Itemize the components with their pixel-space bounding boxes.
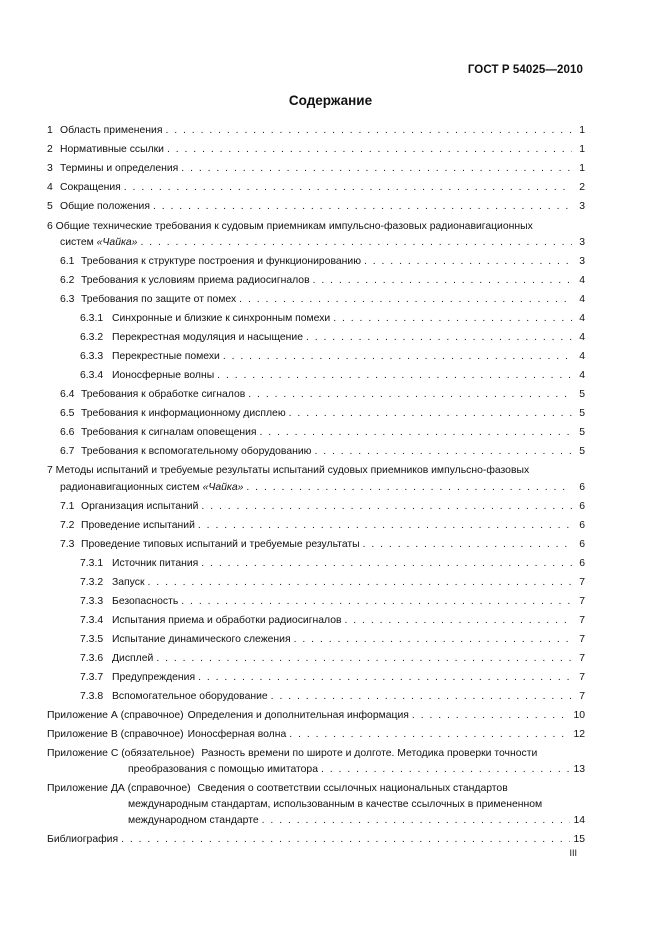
toc-page: 7 [579, 577, 585, 588]
dot-leader [294, 631, 572, 648]
dot-leader [262, 812, 571, 829]
toc-entry-6-3[interactable] [60, 291, 585, 308]
toc-number: 7 [47, 465, 53, 476]
dot-leader [345, 612, 573, 629]
dot-leader [223, 348, 572, 365]
toc-page: 7 [579, 691, 585, 702]
dot-leader [124, 179, 572, 196]
toc-number: 7.3.2 [80, 577, 104, 588]
toc-page: 7 [579, 615, 585, 626]
toc-page: 3 [579, 237, 585, 248]
toc-page: 7 [579, 634, 585, 645]
toc-title-continued: систем «Чайка» [60, 237, 138, 248]
toc-title: Синхронные и близкие к синхронным помехи [112, 313, 331, 324]
toc-page: 6 [579, 482, 585, 493]
dot-leader [201, 498, 572, 515]
toc-number: 7.3.8 [80, 691, 104, 702]
dot-leader [306, 329, 572, 346]
toc-appendix-da[interactable] [128, 812, 585, 829]
toc-title: Требования к условиям приема радиосигналов [81, 275, 310, 286]
dot-leader [201, 555, 572, 572]
toc-title-continued: международным стандартам, использованным в качестве ссылочных в примененном [128, 799, 543, 810]
toc-entry-7-3-2[interactable] [80, 574, 585, 591]
toc-page: 7 [579, 672, 585, 683]
toc-page: 5 [579, 389, 585, 400]
toc-appendix-da-line1[interactable] [47, 780, 585, 797]
toc-title: Требования по защите от помех [81, 294, 237, 305]
toc-number: 2 [47, 144, 53, 155]
toc-title: Область применения [60, 125, 163, 136]
toc-title: Проведение испытаний [81, 520, 195, 531]
toc-entry-6-2[interactable] [60, 272, 585, 289]
toc-page: 7 [579, 596, 585, 607]
toc-page: 5 [579, 408, 585, 419]
toc-entry-2[interactable] [47, 141, 585, 158]
dot-leader [246, 479, 572, 496]
toc-entry-5[interactable] [47, 198, 585, 215]
toc-entry-7-3-6[interactable] [80, 650, 585, 667]
dot-leader [156, 650, 572, 667]
toc-number: 6.7 [60, 446, 75, 457]
toc-entry-7-3-7[interactable] [80, 669, 585, 686]
toc-number: 6.3 [60, 294, 75, 305]
toc-number: 6.5 [60, 408, 75, 419]
toc-page: 4 [579, 351, 585, 362]
toc-number: 7.2 [60, 520, 75, 531]
toc-entry-6-6[interactable] [60, 424, 585, 441]
toc-page: 4 [579, 332, 585, 343]
dot-leader [363, 536, 572, 553]
toc-page: 4 [579, 370, 585, 381]
toc-entry-6-3-2[interactable] [80, 329, 585, 346]
page-number: III [569, 848, 577, 858]
toc-number: 7.3 [60, 539, 75, 550]
toc-entry-6[interactable] [60, 234, 585, 251]
toc-page: 4 [579, 275, 585, 286]
toc-title: Запуск [112, 577, 145, 588]
toc-title: Общие положения [60, 201, 150, 212]
toc-title: Испытание динамического слежения [112, 634, 291, 645]
toc-page: 1 [579, 163, 585, 174]
toc-bibliography[interactable] [47, 831, 585, 848]
toc-page: 6 [579, 539, 585, 550]
toc-page: 6 [579, 558, 585, 569]
toc-entry-6-4[interactable] [60, 386, 585, 403]
document-code-header: ГОСТ Р 54025—2010 [467, 64, 583, 76]
toc-title-continued: международном стандарте [128, 815, 259, 826]
toc-number: 5 [47, 201, 53, 212]
toc-title: Требования к информационному дисплею [81, 408, 286, 419]
toc-entry-7-3-8[interactable] [80, 688, 585, 705]
toc-entry-6-5[interactable] [60, 405, 585, 422]
page-title: Содержание [288, 93, 373, 108]
toc-title: Определения и дополнительная информация [187, 710, 409, 721]
toc-title: Требования к структуре построения и функционированию [81, 256, 361, 267]
appendix-label: Приложение С (обязательное) [47, 748, 195, 759]
dot-leader [313, 272, 572, 289]
toc-entry-7-3-1[interactable] [80, 555, 585, 572]
toc-page: 12 [573, 729, 585, 740]
dot-leader [364, 253, 572, 270]
toc-title: Требования к сигналам оповещения [81, 427, 257, 438]
dot-leader [198, 517, 572, 534]
toc-entry-7[interactable] [60, 479, 585, 496]
dot-leader [289, 726, 570, 743]
toc-appendix-da-line2 [128, 796, 585, 813]
toc-entry-6-1[interactable] [60, 253, 585, 270]
toc-number: 1 [47, 125, 53, 136]
toc-title: Безопасность [112, 596, 179, 607]
dot-leader [167, 141, 572, 158]
toc-page: 3 [579, 256, 585, 267]
toc-entry-3[interactable] [47, 160, 585, 177]
dot-leader [239, 291, 572, 308]
dot-leader [181, 160, 572, 177]
appendix-label: Приложение В (справочное) [47, 729, 184, 740]
toc-entry-7-3-4[interactable] [80, 612, 585, 629]
toc-entry-6-line1[interactable] [47, 218, 585, 235]
toc-entry-6-3-3[interactable] [80, 348, 585, 365]
toc-title: Требования к обработке сигналов [81, 389, 246, 400]
toc-number: 7.3.5 [80, 634, 104, 645]
toc-page: 1 [579, 144, 585, 155]
dot-leader [333, 310, 572, 327]
toc-title: Ионосферные волны [112, 370, 215, 381]
dot-leader [314, 443, 572, 460]
toc-number: 6 [47, 221, 53, 232]
toc-title: Общие технические требования к судовым приемникам импульсно-фазовых радионавигационных [55, 221, 533, 232]
appendix-label: Приложение А (справочное) [47, 710, 184, 721]
dot-leader [412, 707, 571, 724]
toc-entry-4[interactable] [47, 179, 585, 196]
toc-number: 4 [47, 182, 53, 193]
toc-entry-6-7[interactable] [60, 443, 585, 460]
toc-number: 6.1 [60, 256, 75, 267]
toc-title: Методы испытаний и требуемые результаты испытаний судовых приемников импульсно-фазовых [55, 465, 530, 476]
toc-title: Сокращения [60, 182, 121, 193]
toc-appendix-b[interactable] [47, 726, 585, 743]
dot-leader [181, 593, 572, 610]
dot-leader [140, 234, 572, 251]
toc-title: Организация испытаний [81, 501, 199, 512]
toc-page: 5 [579, 446, 585, 457]
dot-leader [289, 405, 572, 422]
toc-entry-7-3-5[interactable] [80, 631, 585, 648]
toc-page: 7 [579, 653, 585, 664]
toc-page: 13 [573, 764, 585, 775]
toc-title: Сведения о соответствии ссылочных национальных стандартов [197, 783, 508, 794]
toc-appendix-c-line1[interactable] [47, 745, 585, 762]
toc-appendix-a[interactable] [47, 707, 585, 724]
toc-title: Библиография [47, 834, 119, 845]
toc-number: 6.3.1 [80, 313, 104, 324]
toc-entry-6-3-4[interactable] [80, 367, 585, 384]
dot-leader [148, 574, 572, 591]
toc-title-continued: преобразования с помощью имитатора [128, 764, 318, 775]
toc-title: Нормативные ссылки [60, 144, 164, 155]
toc-number: 6.3.2 [80, 332, 104, 343]
dot-leader [260, 424, 572, 441]
toc-number: 7.1 [60, 501, 75, 512]
toc-title: Проведение типовых испытаний и требуемые результаты [81, 539, 360, 550]
dot-leader [198, 669, 572, 686]
dot-leader [271, 688, 572, 705]
toc-page: 4 [579, 294, 585, 305]
dot-leader [217, 367, 572, 384]
toc-title: Дисплей [112, 653, 154, 664]
toc-number: 7.3.7 [80, 672, 104, 683]
toc-page: 2 [579, 182, 585, 193]
toc-title: Предупреждения [112, 672, 196, 683]
toc-title: Испытания приема и обработки радиосигналов [112, 615, 342, 626]
toc-page: 10 [573, 710, 585, 721]
toc-entry-7-2[interactable] [60, 517, 585, 534]
toc-number: 7.3.1 [80, 558, 104, 569]
appendix-label: Приложение ДА (справочное) [47, 783, 191, 794]
toc-page: 6 [579, 520, 585, 531]
toc-number: 3 [47, 163, 53, 174]
toc-number: 6.3.3 [80, 351, 104, 362]
toc-entry-7-3-3[interactable] [80, 593, 585, 610]
toc-number: 7.3.3 [80, 596, 104, 607]
toc-entry-7-3[interactable] [60, 536, 585, 553]
toc-page: 4 [579, 313, 585, 324]
toc-title: Ионосферная волна [187, 729, 287, 740]
toc-page: 14 [573, 815, 585, 826]
toc-title: Требования к вспомогательному оборудованию [81, 446, 312, 457]
toc-number: 7.3.4 [80, 615, 104, 626]
dot-leader [153, 198, 572, 215]
toc-title: Термины и определения [60, 163, 179, 174]
toc-number: 6.3.4 [80, 370, 104, 381]
toc-number: 6.6 [60, 427, 75, 438]
toc-title: Источник питания [112, 558, 199, 569]
toc-appendix-c[interactable] [128, 761, 585, 778]
toc-title: Перекрестная модуляция и насыщение [112, 332, 303, 343]
toc-entry-7-1[interactable] [60, 498, 585, 515]
toc-title: Перекрестные помехи [112, 351, 220, 362]
toc-title-continued: радионавигационных систем «Чайка» [60, 482, 244, 493]
dot-leader [121, 831, 570, 848]
toc-title: Разность времени по широте и долготе. Методика проверки точности [201, 748, 538, 759]
toc-page: 1 [579, 125, 585, 136]
toc-page: 6 [579, 501, 585, 512]
toc-page: 3 [579, 201, 585, 212]
dot-leader [248, 386, 572, 403]
dot-leader [321, 761, 570, 778]
dot-leader [165, 122, 572, 139]
toc-entry-7-line1[interactable] [47, 462, 585, 479]
toc-number: 7.3.6 [80, 653, 104, 664]
toc-entry-6-3-1[interactable] [80, 310, 585, 327]
toc-number: 6.4 [60, 389, 75, 400]
toc-page: 15 [573, 834, 585, 845]
toc-title: Вспомогательное оборудование [112, 691, 268, 702]
toc-number: 6.2 [60, 275, 75, 286]
toc-entry-1[interactable] [47, 122, 585, 139]
toc-page: 5 [579, 427, 585, 438]
